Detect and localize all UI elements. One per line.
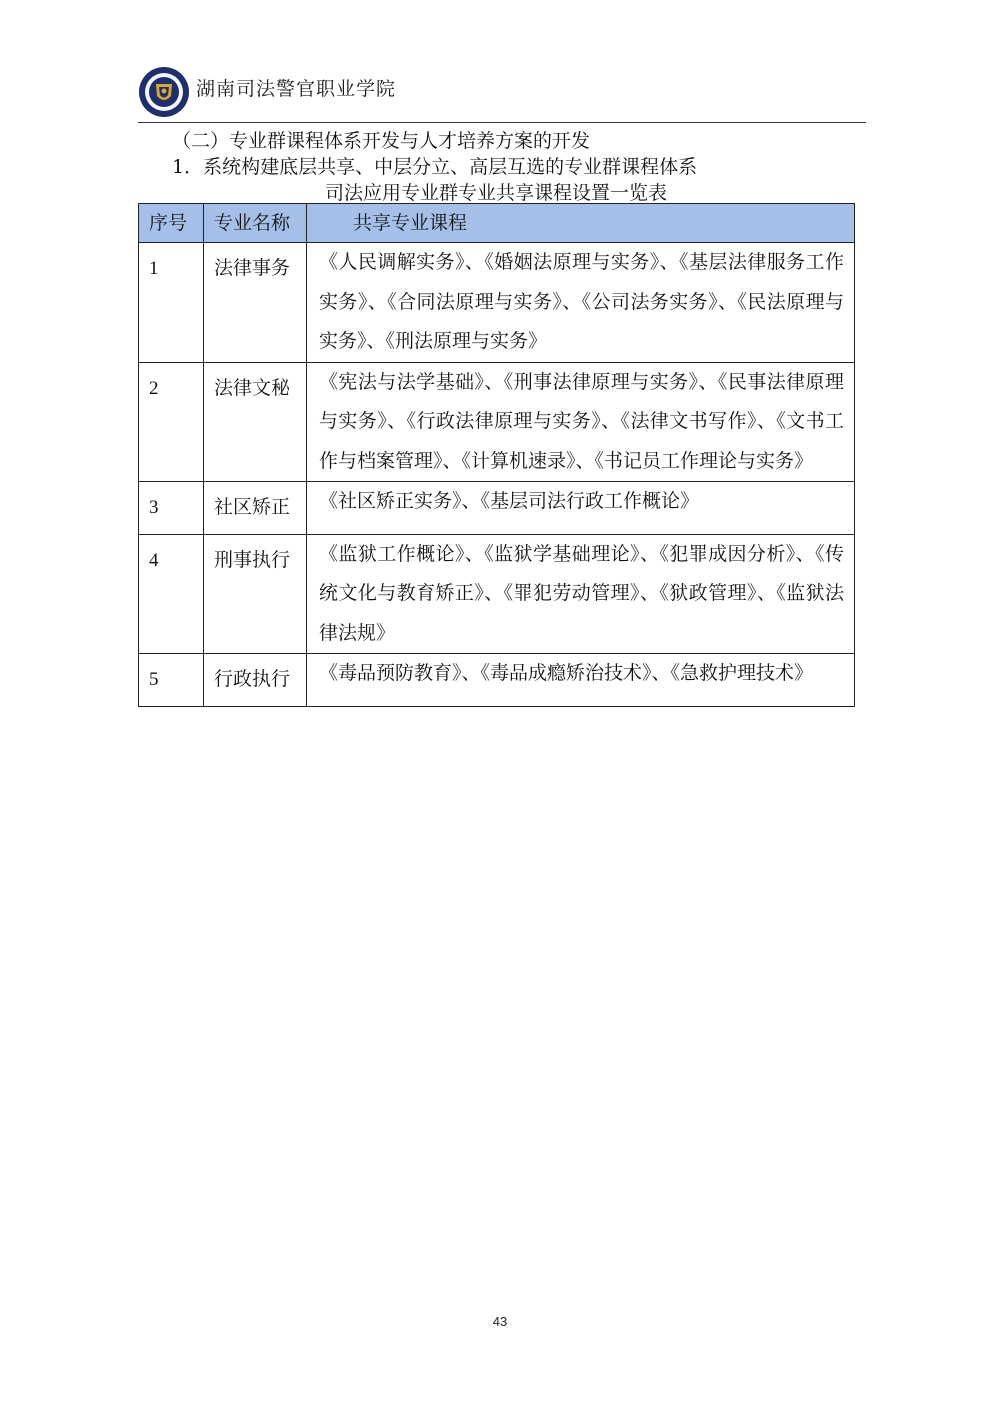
table-header-row bbox=[139, 204, 855, 243]
table-row bbox=[139, 482, 855, 535]
section-heading: （二）专业群课程体系开发与人才培养方案的开发 bbox=[172, 130, 591, 152]
major-name: 法律事务 bbox=[204, 243, 307, 363]
school-name: 湖南司法警官职业学院 bbox=[196, 78, 397, 100]
major-name: 法律文秘 bbox=[204, 362, 307, 482]
row-number: 1 bbox=[139, 243, 204, 363]
table-row bbox=[139, 654, 855, 707]
page-header bbox=[138, 60, 866, 124]
column-header-major: 专业名称 bbox=[204, 204, 307, 243]
row-number: 4 bbox=[139, 534, 204, 654]
school-emblem-icon bbox=[138, 66, 190, 118]
header-divider bbox=[138, 122, 866, 123]
shared-courses: 《宪法与法学基础》、《刑事法律原理与实务》、《民事法律原理与实务》、《行政法律原理与实务》、《法律文书写作》、《文书工作与档案管理》、《计算机速录》、《书记员工作理论与实务》 bbox=[307, 362, 855, 482]
major-name: 行政执行 bbox=[204, 654, 307, 707]
major-name: 刑事执行 bbox=[204, 534, 307, 654]
sub-heading: 1．系统构建底层共享、中层分立、高层互选的专业群课程体系 bbox=[172, 156, 698, 178]
column-header-no: 序号 bbox=[139, 204, 204, 243]
shared-courses: 《监狱工作概论》、《监狱学基础理论》、《犯罪成因分析》、《传统文化与教育矫正》、《罪犯劳动管理》、《狱政管理》、《监狱法律法规》 bbox=[307, 534, 855, 654]
shared-course-table bbox=[138, 203, 855, 707]
row-number: 2 bbox=[139, 362, 204, 482]
table-caption: 司法应用专业群专业共享课程设置一览表 bbox=[324, 182, 667, 204]
table-row bbox=[139, 243, 855, 363]
column-header-courses: 共享专业课程 bbox=[307, 204, 855, 243]
row-number: 3 bbox=[139, 482, 204, 535]
major-name: 社区矫正 bbox=[204, 482, 307, 535]
shared-courses: 《人民调解实务》、《婚姻法原理与实务》、《基层法律服务工作实务》、《合同法原理与实务》、《公司法务实务》、《民法原理与实务》、《刑法原理与实务》 bbox=[307, 243, 855, 363]
shared-courses: 《社区矫正实务》、《基层司法行政工作概论》 bbox=[307, 482, 855, 535]
table-row bbox=[139, 534, 855, 654]
page-number: 43 bbox=[492, 1314, 508, 1329]
row-number: 5 bbox=[139, 654, 204, 707]
table-row bbox=[139, 362, 855, 482]
shared-courses: 《毒品预防教育》、《毒品成瘾矫治技术》、《急救护理技术》 bbox=[307, 654, 855, 707]
